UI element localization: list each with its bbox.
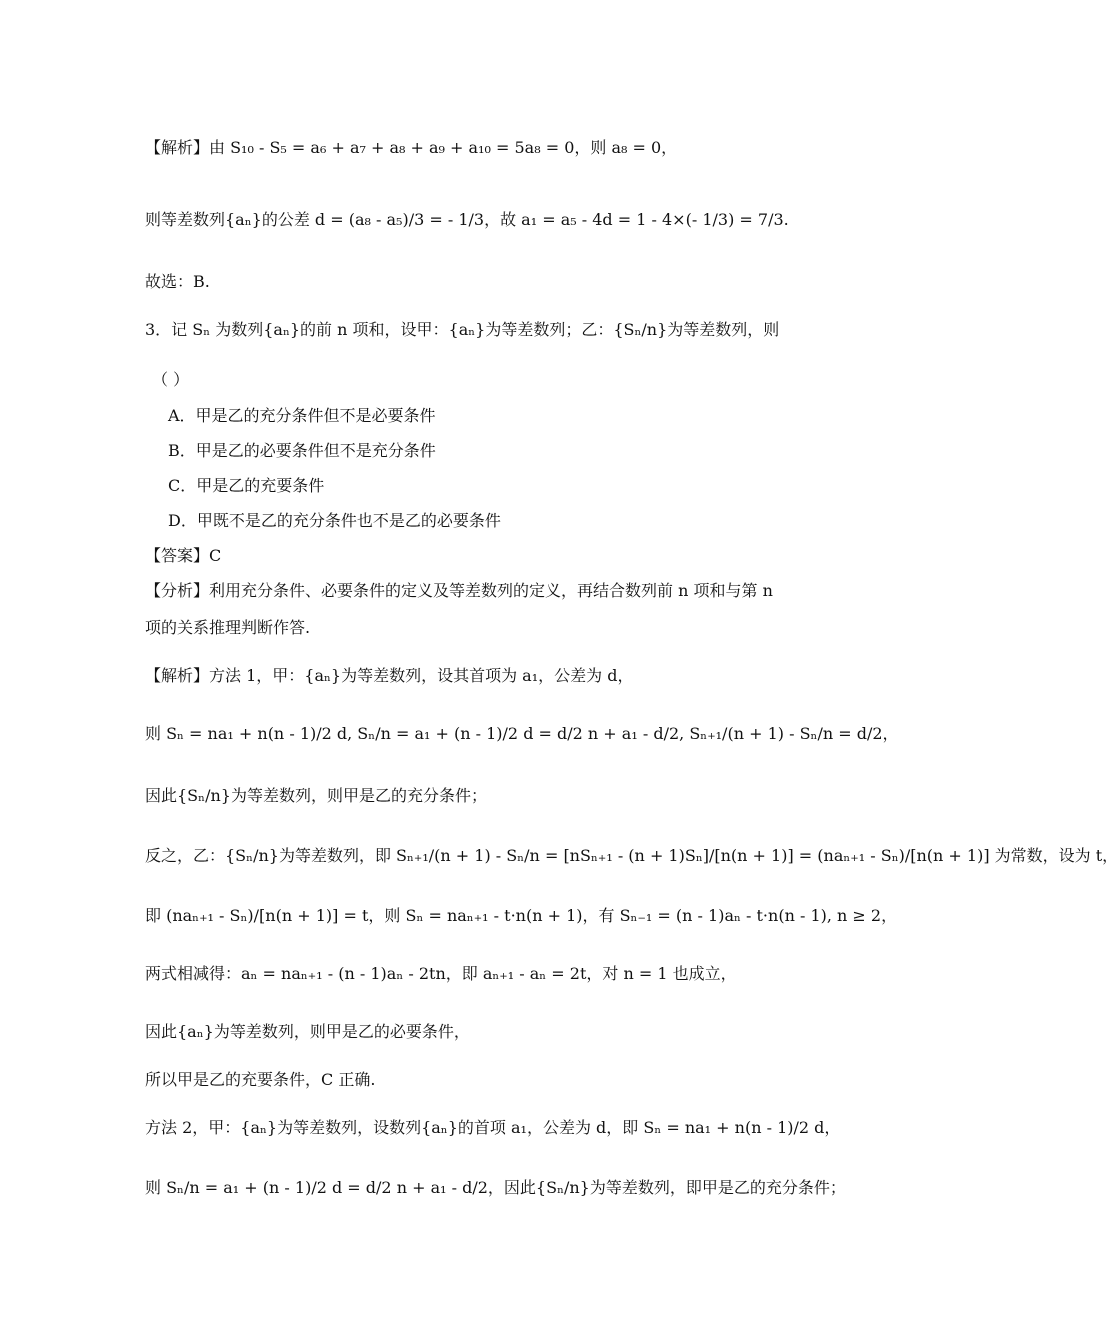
method-2-formula: 则 Sₙ/n = a₁ + (n - 1)/2 d = d/2 n + a₁ - d/2，因此{Sₙ/n}为等差数列，即甲是乙的充分条件； bbox=[145, 1178, 846, 1197]
method-1-equation: 即 (naₙ₊₁ - Sₙ)/[n(n + 1)] = t，则 Sₙ = naₙ₊₁ - t·n(n + 1)，有 Sₙ₋₁ = (n - 1)aₙ - t·n(n - 1), n ≥ 2， bbox=[145, 906, 898, 925]
option-a: A．甲是乙的充分条件但不是必要条件 bbox=[168, 406, 436, 425]
method-1-formula: 则 Sₙ = na₁ + n(n - 1)/2 d, Sₙ/n = a₁ + (n - 1)/2 d = d/2 n + a₁ - d/2, Sₙ₊₁/(n + 1) - Sₙ/n = d/2， bbox=[145, 724, 899, 743]
method-2-intro: 方法 2，甲：{aₙ}为等差数列，设数列{aₙ}的首项 a₁，公差为 d，即 Sₙ = na₁ + n(n - 1)/2 d， bbox=[145, 1118, 841, 1137]
method-1-necessity: 因此{aₙ}为等差数列，则甲是乙的必要条件， bbox=[145, 1022, 470, 1041]
method-1-subtraction: 两式相减得：aₙ = naₙ₊₁ - (n - 1)aₙ - 2tn，即 aₙ₊₁ - aₙ = 2t，对 n = 1 也成立， bbox=[145, 964, 737, 983]
analysis-summary-line-1: 【分析】利用充分条件、必要条件的定义及等差数列的定义，再结合数列前 n 项和与第 n bbox=[145, 581, 773, 600]
analysis-line-1: 【解析】由 S₁₀ - S₅ = a₆ + a₇ + a₈ + a₉ + a₁₀ = 5a₈ = 0，则 a₈ = 0， bbox=[145, 138, 678, 157]
question-blank: （ ） bbox=[152, 370, 190, 389]
analysis-line-2: 则等差数列{aₙ}的公差 d = (a₈ - a₅)/3 = - 1/3，故 a₁ = a₅ - 4d = 1 - 4×(- 1/3) = 7/3. bbox=[145, 210, 789, 229]
option-d: D．甲既不是乙的充分条件也不是乙的必要条件 bbox=[168, 511, 501, 530]
answer-line: 【答案】C bbox=[145, 546, 222, 565]
method-1-sufficiency: 因此{Sₙ/n}为等差数列，则甲是乙的充分条件； bbox=[145, 786, 487, 805]
method-1-converse: 反之，乙：{Sₙ/n}为等差数列，即 Sₙ₊₁/(n + 1) - Sₙ/n = [nSₙ₊₁ - (n + 1)Sₙ]/[n(n + 1)] = (naₙ₊₁ - Sₙ)/[n(n + 1)] 为常数，设为 t， bbox=[145, 846, 1118, 865]
method-1-intro: 【解析】方法 1，甲：{aₙ}为等差数列，设其首项为 a₁，公差为 d， bbox=[145, 666, 634, 685]
answer-choice-line: 故选：B. bbox=[145, 272, 210, 291]
question-3-stem: 3．记 Sₙ 为数列{aₙ}的前 n 项和，设甲：{aₙ}为等差数列；乙：{Sₙ/n}为等差数列，则 bbox=[145, 320, 780, 339]
method-1-conclusion: 所以甲是乙的充要条件，C 正确. bbox=[145, 1070, 376, 1089]
option-b: B．甲是乙的必要条件但不是充分条件 bbox=[168, 441, 436, 460]
analysis-summary-line-2: 项的关系推理判断作答. bbox=[145, 618, 311, 637]
option-c: C．甲是乙的充要条件 bbox=[168, 476, 325, 495]
